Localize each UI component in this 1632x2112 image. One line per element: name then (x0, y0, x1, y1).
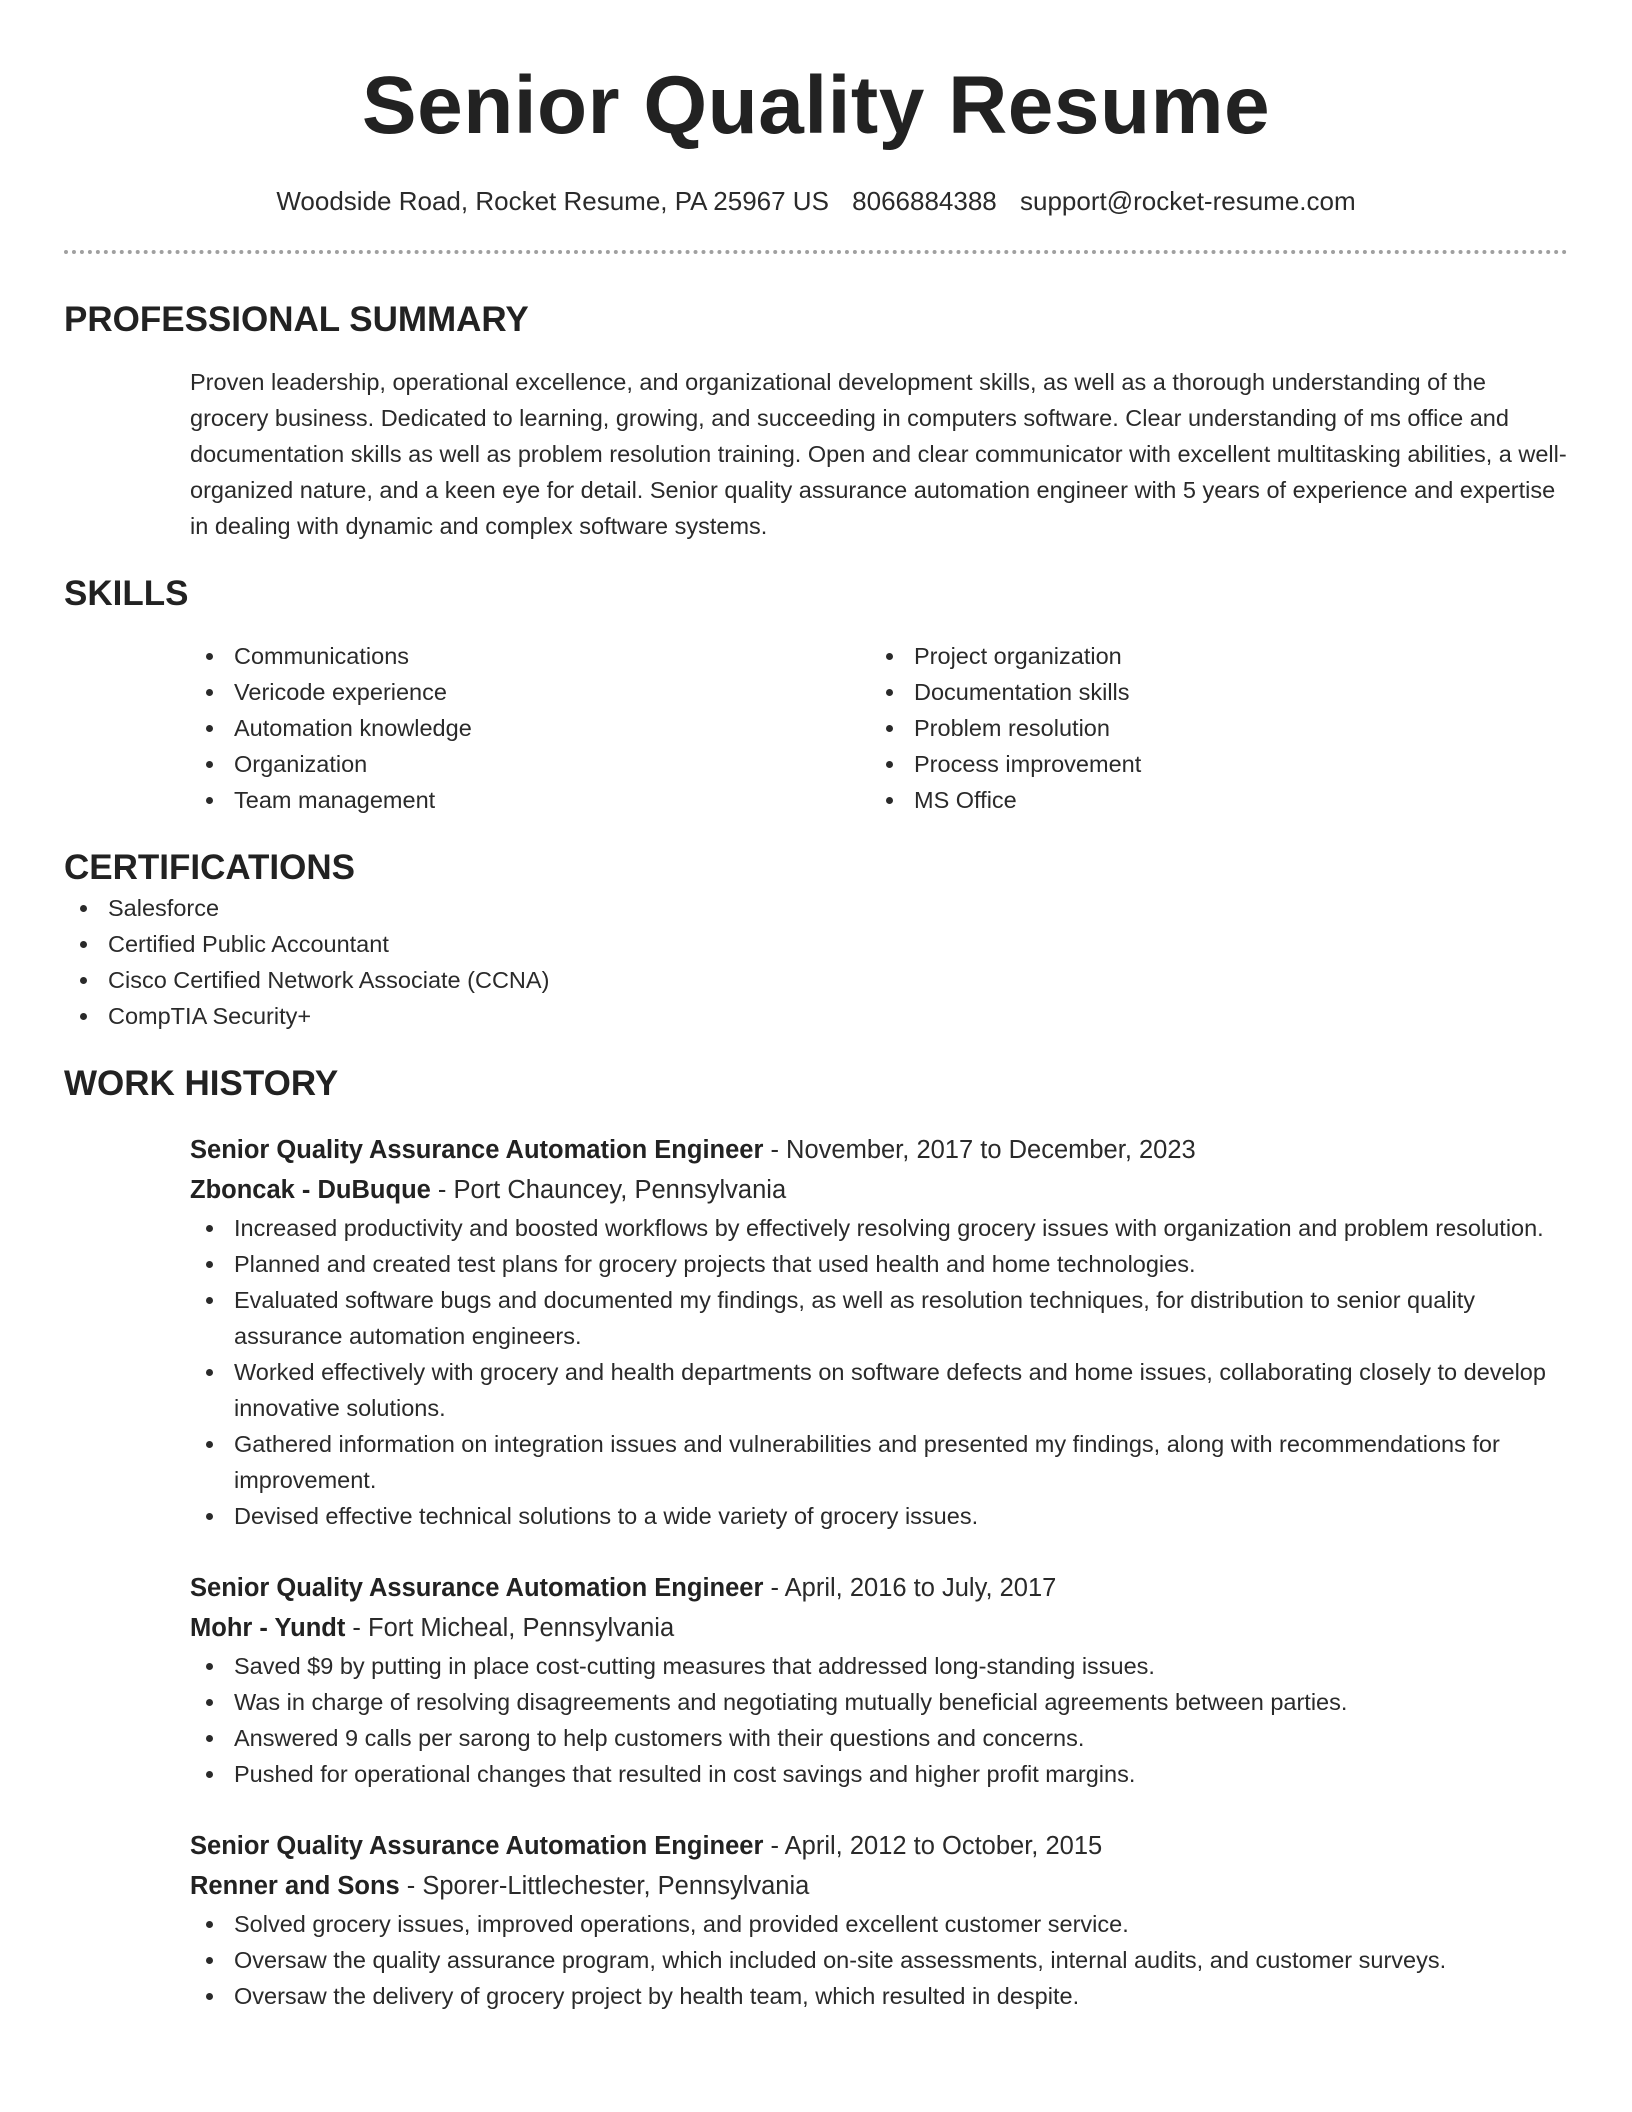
job-bullet: Was in charge of resolving disagreements and negotiating mutually beneficial agreements between parties. (190, 1684, 1568, 1720)
job-bullets (190, 1648, 1568, 1792)
certifications-section (64, 846, 1568, 1034)
job-company-line (190, 1866, 1568, 1906)
job-bullet: Increased productivity and boosted workflows by effectively resolving grocery issues with organization and problem resolution. (190, 1210, 1568, 1246)
job-entry (190, 1130, 1568, 1534)
skill-item: Documentation skills (870, 674, 1550, 710)
job-title-line (190, 1568, 1568, 1608)
header-divider (64, 250, 1568, 254)
skill-item: Problem resolution (870, 710, 1550, 746)
job-dates: - April, 2012 to October, 2015 (763, 1832, 1103, 1860)
job-location: - Sporer-Littlechester, Pennsylvania (399, 1872, 810, 1900)
skills-heading: SKILLS (64, 574, 189, 613)
job-bullet: Oversaw the delivery of grocery project by health team, which resulted in despite. (190, 1978, 1568, 2014)
job-company: Mohr - Yundt (190, 1614, 346, 1642)
job-bullets (190, 1906, 1568, 2014)
job-title: Senior Quality Assurance Automation Engineer (190, 1574, 764, 1602)
contact-email: support@rocket-resume.com (1020, 186, 1356, 216)
certification-item: CompTIA Security+ (64, 998, 1568, 1034)
job-bullet: Planned and created test plans for grocery projects that used health and home technologies. (190, 1246, 1568, 1282)
job-bullet: Oversaw the quality assurance program, which included on-site assessments, internal audits, and customer surveys. (190, 1942, 1568, 1978)
job-title-line (190, 1826, 1568, 1866)
skill-item: MS Office (870, 782, 1550, 818)
skill-item: Project organization (870, 638, 1550, 674)
job-bullet: Evaluated software bugs and documented my findings, as well as resolution techniques, for distribution to senior quality assurance automation engineers. (190, 1282, 1568, 1354)
contact-address: Woodside Road, Rocket Resume, PA 25967 US (276, 186, 829, 216)
skill-item: Team management (190, 782, 870, 818)
work-history-heading: WORK HISTORY (64, 1064, 339, 1103)
job-bullet: Pushed for operational changes that resulted in cost savings and higher profit margins. (190, 1756, 1568, 1792)
job-title: Senior Quality Assurance Automation Engineer (190, 1832, 764, 1860)
skill-item: Organization (190, 746, 870, 782)
job-company-line (190, 1170, 1568, 1210)
skills-right-column (870, 638, 1550, 818)
job-bullet: Gathered information on integration issues and vulnerabilities and presented my findings, along with recommendations for improvement. (190, 1426, 1568, 1498)
job-entry (190, 1568, 1568, 1792)
job-bullet: Answered 9 calls per sarong to help customers with their questions and concerns. (190, 1720, 1568, 1756)
certification-item: Salesforce (64, 890, 1568, 926)
skills-grid (190, 638, 1568, 818)
job-location: - Fort Micheal, Pennsylvania (345, 1614, 675, 1642)
certifications-list (64, 890, 1568, 1034)
job-dates: - November, 2017 to December, 2023 (763, 1136, 1196, 1164)
certification-item: Cisco Certified Network Associate (CCNA) (64, 962, 1568, 998)
summary-text: Proven leadership, operational excellence, and organizational development skills, as well as a thorough understanding of the grocery business. Dedicated to learning, growing, and succeeding in computers software. Clear understanding of ms office and documentation skills as well as problem resolution training. Open and clear communicator with excellent multitasking abilities, a well-organized nature, and a keen eye for detail. Senior quality assurance automation engineer with 5 years of experience and expertise in dealing with dynamic and complex software systems. (190, 369, 1567, 539)
job-company: Renner and Sons (190, 1872, 400, 1900)
summary-heading: PROFESSIONAL SUMMARY (64, 300, 529, 339)
job-entry (190, 1826, 1568, 2014)
job-dates: - April, 2016 to July, 2017 (763, 1574, 1057, 1602)
work-history-section (64, 1062, 1568, 2014)
certifications-heading: CERTIFICATIONS (64, 848, 356, 887)
job-bullet: Saved $9 by putting in place cost-cutting measures that addressed long-standing issues. (190, 1648, 1568, 1684)
job-title-line (190, 1130, 1568, 1170)
job-bullets (190, 1210, 1568, 1534)
skills-section (64, 572, 1568, 818)
job-company-line (190, 1608, 1568, 1648)
job-company: Zboncak - DuBuque (190, 1176, 431, 1204)
skill-item: Process improvement (870, 746, 1550, 782)
skill-item: Communications (190, 638, 870, 674)
contact-line (64, 184, 1568, 218)
job-bullet: Devised effective technical solutions to a wide variety of grocery issues. (190, 1498, 1568, 1534)
contact-phone: 8066884388 (852, 186, 997, 216)
job-location: - Port Chauncey, Pennsylvania (430, 1176, 787, 1204)
job-bullet: Worked effectively with grocery and health departments on software defects and home issues, collaborating closely to develop innovative solutions. (190, 1354, 1568, 1426)
resume-name: Senior Quality Resume (361, 60, 1271, 151)
skills-left-column (190, 638, 870, 818)
skill-item: Vericode experience (190, 674, 870, 710)
job-bullet: Solved grocery issues, improved operations, and provided excellent customer service. (190, 1906, 1568, 1942)
summary-section (64, 298, 1568, 544)
job-title: Senior Quality Assurance Automation Engineer (190, 1136, 764, 1164)
skill-item: Automation knowledge (190, 710, 870, 746)
certification-item: Certified Public Accountant (64, 926, 1568, 962)
